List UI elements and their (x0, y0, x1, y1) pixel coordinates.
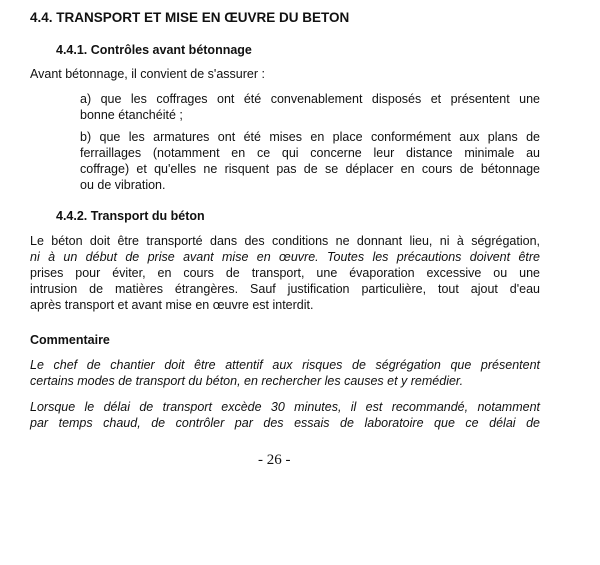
commentaire-heading: Commentaire (30, 333, 110, 347)
comment2-line-2: par temps chaud, de contrôler par des essais de laboratoire que ce délai de (30, 416, 540, 430)
item-b-line-2: ferraillages (notamment en ce qui concerne leur distance minimale au (80, 146, 540, 160)
item-b-paragraph (80, 129, 540, 193)
comment2-line-1: Lorsque le délai de transport excède 30 minutes, il est recommandé, notamment (30, 400, 540, 414)
item-a-line-2: bonne étanchéité ; (80, 108, 183, 122)
comment1-line-2: certains modes de transport du béton, en rechercher les causes et y remédier. (30, 374, 464, 388)
transport-italic-clause: ni à un début de prise avant mise en œuvre. (30, 250, 319, 264)
comment-paragraph-2 (30, 399, 540, 431)
transport-line-2 (30, 249, 540, 265)
subsection-heading-4-4-1: 4.4.1. Contrôles avant bétonnage (56, 43, 252, 57)
comment1-line-1: Le chef de chantier doit être attentif aux risques de ségrégation que présentent (30, 358, 540, 372)
transport-line-4: intrusion de matières étrangères. Sauf justification particulière, tout ajout d'eau (30, 282, 540, 296)
transport-paragraph (30, 233, 540, 313)
subsection-heading-4-4-2: 4.4.2. Transport du béton (56, 209, 205, 223)
transport-line-5: après transport et avant mise en œuvre est interdit. (30, 298, 314, 312)
transport-line-3: prises pour éviter, en cours de transport, une évaporation excessive ou une (30, 266, 540, 280)
item-b-line-3: coffrage) et qu'elles ne risquent pas de se déplacer en cours de bétonnage (80, 162, 540, 176)
intro-paragraph (30, 66, 570, 82)
comment-paragraph-1 (30, 357, 540, 389)
page-number: - 26 - (258, 452, 291, 468)
item-a-line-1: a) que les coffrages ont été convenablement disposés et présentent une (80, 92, 540, 106)
section-heading-4-4: 4.4. TRANSPORT ET MISE EN ŒUVRE DU BETON (30, 10, 350, 25)
item-b-line-1: b) que les armatures ont été mises en place conformément aux plans de (80, 130, 540, 144)
transport-line-1: Le béton doit être transporté dans des conditions ne donnant lieu, ni à ségrégation, (30, 234, 540, 248)
transport-line-2-rest: Toutes les précautions doivent être (318, 250, 540, 264)
item-a-paragraph (80, 91, 540, 123)
item-b-line-4: ou de vibration. (80, 178, 166, 192)
intro-line: Avant bétonnage, il convient de s'assurer : (30, 67, 265, 81)
